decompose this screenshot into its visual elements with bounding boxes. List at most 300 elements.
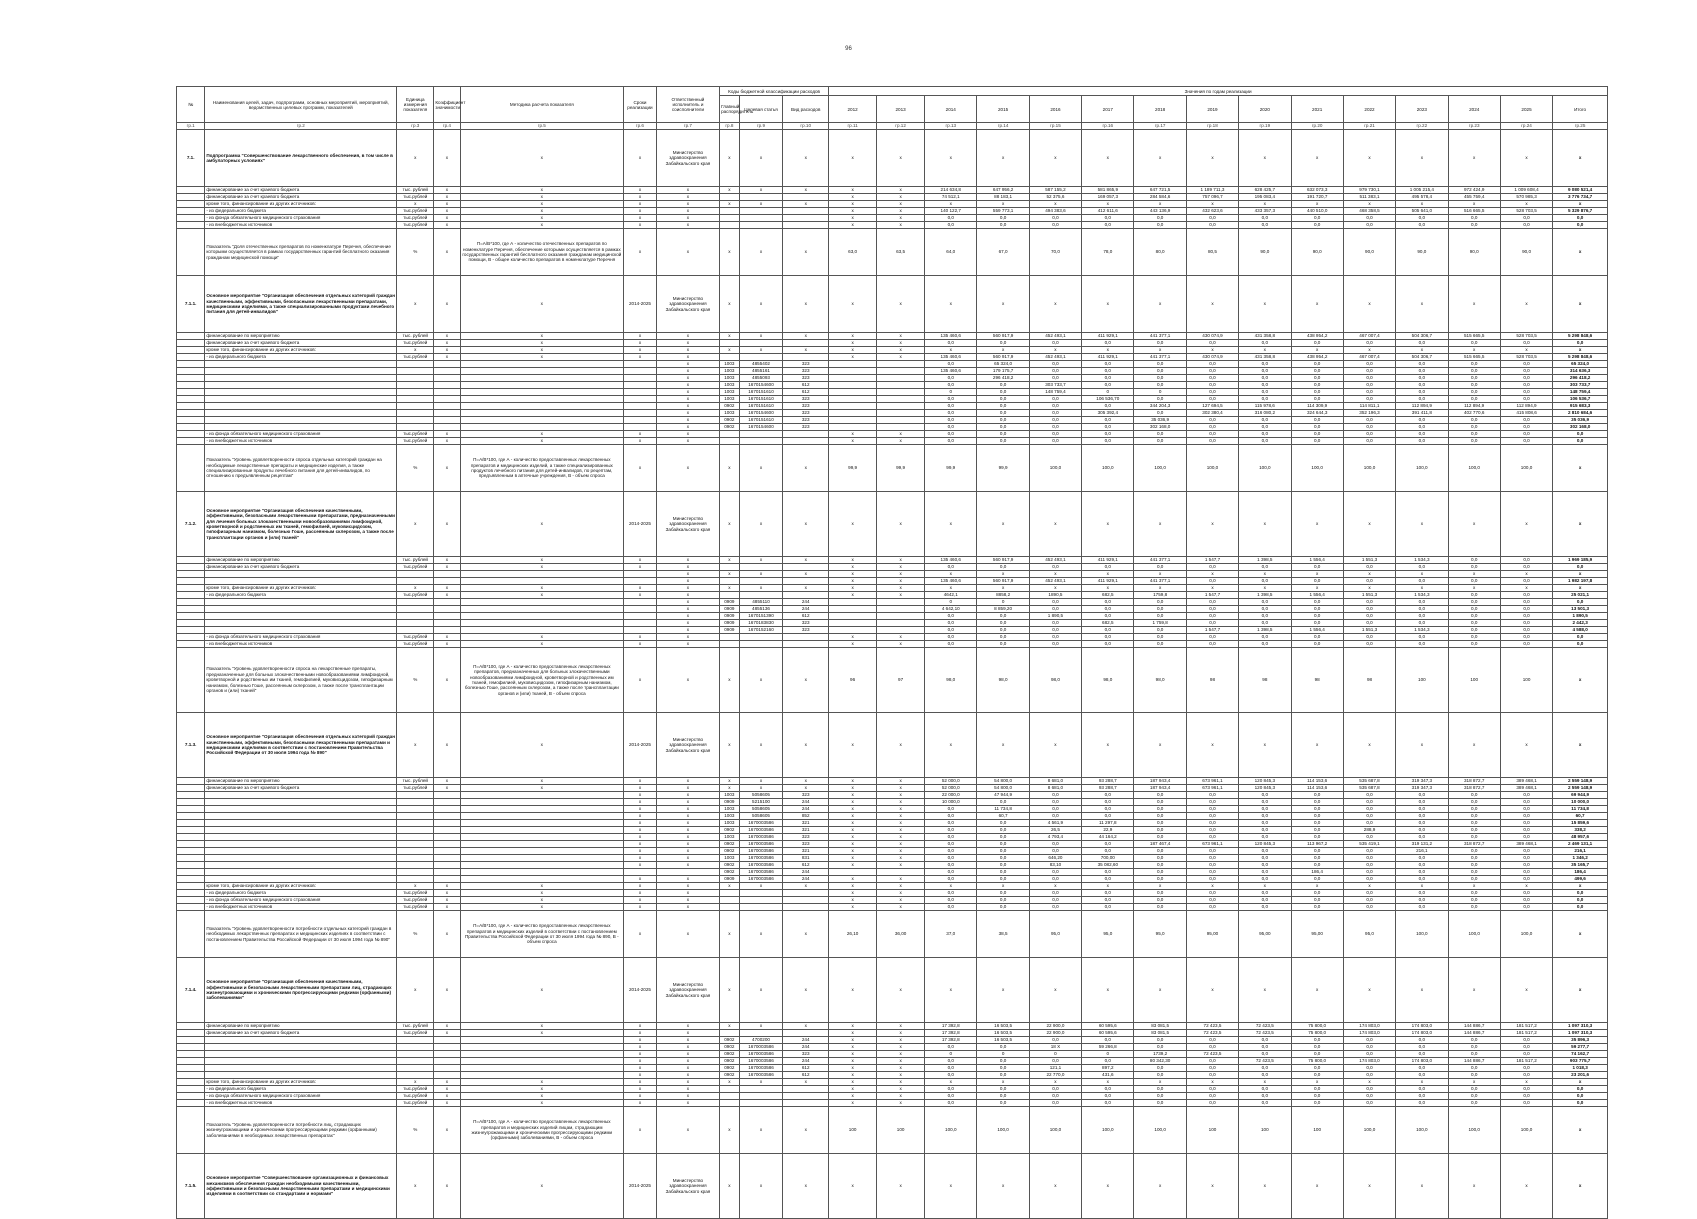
- row-number: [177, 792, 205, 799]
- row-year-value: 0,0: [925, 1058, 977, 1065]
- row-year-value: 581 865,9: [1082, 187, 1134, 194]
- row-year-value: 0,0: [977, 340, 1029, 347]
- row-year-value: x: [1500, 883, 1552, 890]
- row-year-value: 0,0: [1396, 620, 1448, 627]
- row-year-value: 0,0: [1448, 557, 1500, 564]
- table-row: [177, 276, 1608, 333]
- row-year-value: 100: [1186, 1107, 1238, 1154]
- row-year-value: 114 811,1: [1343, 403, 1395, 410]
- row-code-csr: 1670183830: [739, 620, 783, 627]
- row-method: П=А/В*100, где А - количество предоставленных лекарственных препаратов и медицинских изделий, а также специализированных продуктов лечебного питания для детей-инвалидов, по рецептам, предъявленным в аптечные учреждения, В - объем спроса: [460, 445, 624, 492]
- row-name: [205, 375, 397, 382]
- row-year-value: 0,0: [1448, 799, 1500, 806]
- row-year-value: 0,0: [1448, 904, 1500, 911]
- row-year-value: 1 551,3: [1343, 557, 1395, 564]
- row-year-value: x: [1291, 492, 1343, 557]
- row-year-value: 0,0: [1186, 897, 1238, 904]
- row-year-value: x: [1029, 130, 1081, 187]
- row-year-value: x: [925, 130, 977, 187]
- row-year-value: 0,0: [1082, 382, 1134, 389]
- row-year-value: 93 288,7: [1082, 785, 1134, 792]
- row-year-value: 0,0: [1134, 410, 1186, 417]
- row-term: 2014-2025: [624, 492, 657, 557]
- row-year-value: x: [877, 347, 925, 354]
- row-year-value: x: [877, 876, 925, 883]
- row-year-value: 0,0: [1134, 627, 1186, 634]
- row-term: x: [624, 778, 657, 785]
- row-responsible: x: [656, 862, 719, 869]
- row-code-vr: 323: [783, 792, 829, 799]
- row-year-value: 0,0: [1029, 1100, 1081, 1107]
- row-term: x: [624, 890, 657, 897]
- row-responsible: x: [656, 785, 719, 792]
- row-year-value: 100,0: [1029, 445, 1081, 492]
- row-year-value: x: [1239, 1079, 1291, 1086]
- row-code-csr: x: [739, 571, 783, 578]
- row-total: 2 810 684,6: [1553, 410, 1608, 417]
- row-year-value: 0,0: [1396, 564, 1448, 571]
- table-row: [177, 375, 1608, 382]
- row-year-value: 0,0: [1448, 606, 1500, 613]
- row-term: x: [624, 813, 657, 820]
- row-year-value: 0,0: [1186, 904, 1238, 911]
- row-year-value: 98,0: [1029, 648, 1081, 713]
- row-year-value: x: [1239, 347, 1291, 354]
- row-coef: x: [434, 958, 460, 1023]
- row-year-value: 115 978,6: [1239, 403, 1291, 410]
- row-year-value: 0,0: [1029, 1037, 1081, 1044]
- row-year-value: 1 551,3: [1343, 592, 1395, 599]
- row-total: 5 298 848,6: [1553, 333, 1608, 340]
- row-year-value: [829, 410, 877, 417]
- row-year-value: 174 803,0: [1396, 1030, 1448, 1037]
- row-year-value: 112 894,9: [1500, 403, 1552, 410]
- row-year-value: x: [877, 1037, 925, 1044]
- row-responsible: x: [656, 564, 719, 571]
- row-year-value: 100,0: [1500, 911, 1552, 958]
- row-number: [177, 1093, 205, 1100]
- row-year-value: 0,0: [925, 876, 977, 883]
- row-name: [205, 613, 397, 620]
- row-method: x: [460, 340, 624, 347]
- row-number: [177, 417, 205, 424]
- row-year-value: 135 460,6: [925, 368, 977, 375]
- row-number: [177, 578, 205, 585]
- row-year-value: 169 057,3: [1082, 194, 1134, 201]
- row-year-value: 0,0: [1239, 869, 1291, 876]
- row-year-value: 296 418,2: [977, 375, 1029, 382]
- row-total: x: [1553, 585, 1608, 592]
- row-year-value: 0,0: [1291, 215, 1343, 222]
- row-year-value: 0,0: [1500, 1100, 1552, 1107]
- row-year-value: 0,0: [1029, 417, 1081, 424]
- row-year-value: x: [877, 557, 925, 564]
- row-code-csr: [739, 634, 783, 641]
- row-year-value: 515 665,5: [1448, 354, 1500, 361]
- row-coef: [434, 627, 460, 634]
- row-year-value: 4 561,9: [1029, 820, 1081, 827]
- row-year-value: 535 419,1: [1343, 841, 1395, 848]
- row-year-value: 0,0: [1029, 599, 1081, 606]
- row-year-value: 0,0: [1396, 1044, 1448, 1051]
- row-year-value: x: [977, 130, 1029, 187]
- table-row: [177, 820, 1608, 827]
- row-method: x: [460, 194, 624, 201]
- row-code-grbs: 1003: [720, 382, 740, 389]
- row-number: [177, 641, 205, 648]
- row-year-value: 0,0: [1186, 620, 1238, 627]
- row-coef: x: [434, 648, 460, 713]
- table-row: [177, 445, 1608, 492]
- row-year-value: 0,0: [1186, 799, 1238, 806]
- row-year-value: x: [829, 806, 877, 813]
- row-code-vr: 323: [783, 627, 829, 634]
- row-code-grbs: 0909: [720, 599, 740, 606]
- row-year-value: 504 306,7: [1396, 333, 1448, 340]
- row-code-grbs: 1003: [720, 389, 740, 396]
- row-year-value: 17 392,8: [925, 1037, 977, 1044]
- row-unit: x: [397, 130, 434, 187]
- row-year-value: 1 009 608,4: [1500, 187, 1552, 194]
- row-coef: [434, 1051, 460, 1058]
- row-code-vr: [783, 592, 829, 599]
- row-code-csr: [739, 890, 783, 897]
- row-name: [205, 876, 397, 883]
- row-code-vr: 831: [783, 855, 829, 862]
- row-year-value: 121,1: [1029, 1065, 1081, 1072]
- row-year-value: 0,0: [1396, 424, 1448, 431]
- row-year-value: 560 917,9: [977, 354, 1029, 361]
- row-number: [177, 1058, 205, 1065]
- table-row: [177, 785, 1608, 792]
- row-total: 9 080 521,4: [1553, 187, 1608, 194]
- row-code-vr: x: [783, 492, 829, 557]
- row-year-value: 511 383,1: [1343, 194, 1395, 201]
- row-year-value: x: [877, 1030, 925, 1037]
- row-term: [624, 403, 657, 410]
- row-name: Показатель "Уровень удовлетворенности спроса на лекарственные препараты, предназначенные для больных злокачественными новообразованиями лимфоидной, кроветворной и родственных им тканей, гемофилией, муковисцидозом, гипофизарным нанизмом, болезнью Гоше, рассеянным склерозом, а также после трансплантации органов и (или) тканей": [205, 648, 397, 713]
- row-year-value: x: [1239, 958, 1291, 1023]
- row-name: кроме того, финансирование из других источников:: [205, 883, 397, 890]
- row-year-value: 38,5: [977, 911, 1029, 958]
- row-year-value: 100,0: [1343, 1107, 1395, 1154]
- row-year-value: 95,0: [1343, 911, 1395, 958]
- row-year-value: 0,0: [1396, 890, 1448, 897]
- row-coef: x: [434, 431, 460, 438]
- row-year-value: 0,0: [1082, 215, 1134, 222]
- row-year-value: 22 900,0: [1029, 1023, 1081, 1030]
- row-year-value: 98: [1343, 648, 1395, 713]
- row-year-value: 0,0: [1186, 431, 1238, 438]
- row-responsible: x: [656, 778, 719, 785]
- row-year-value: 0,0: [1134, 806, 1186, 813]
- row-year-value: 0,0: [1291, 1093, 1343, 1100]
- row-code-csr: 4855093: [739, 375, 783, 382]
- row-term: [624, 606, 657, 613]
- row-year-value: 0,0: [1343, 361, 1395, 368]
- row-term: x: [624, 904, 657, 911]
- row-method: x: [460, 1030, 624, 1037]
- row-name: [205, 1058, 397, 1065]
- row-unit: тыс.рублей: [397, 1086, 434, 1093]
- row-name: - из внебюджетных источников: [205, 904, 397, 911]
- row-year-value: 0,0: [1500, 620, 1552, 627]
- row-coef: x: [434, 347, 460, 354]
- row-year-value: x: [1500, 1079, 1552, 1086]
- row-code-csr: 1670003586: [739, 862, 783, 869]
- row-year-value: 0,0: [1029, 424, 1081, 431]
- row-name: - из фонда обязательного медицинского страхования: [205, 1093, 397, 1100]
- row-responsible: x: [656, 897, 719, 904]
- row-code-grbs: 1003: [720, 855, 740, 862]
- row-responsible: x: [656, 201, 719, 208]
- row-code-csr: x: [739, 229, 783, 276]
- row-unit: тыс. рублей: [397, 557, 434, 564]
- row-term: x: [624, 820, 657, 827]
- row-responsible: x: [656, 792, 719, 799]
- row-year-value: x: [1186, 958, 1238, 1023]
- row-year-value: 0,0: [1239, 1051, 1291, 1058]
- row-year-value: 441 377,1: [1134, 333, 1186, 340]
- row-code-vr: [783, 564, 829, 571]
- row-year-value: x: [1343, 201, 1395, 208]
- row-responsible: x: [656, 557, 719, 564]
- row-year-value: 0,0: [1448, 876, 1500, 883]
- row-year-value: 83 081,5: [1134, 1030, 1186, 1037]
- row-total: x: [1553, 648, 1608, 713]
- row-term: x: [624, 648, 657, 713]
- row-year-value: 0,0: [1343, 1065, 1395, 1072]
- row-year-value: [829, 361, 877, 368]
- row-number: [177, 431, 205, 438]
- row-number: [177, 890, 205, 897]
- row-year-value: 0,0: [977, 410, 1029, 417]
- row-year-value: 0,0: [1448, 1093, 1500, 1100]
- row-code-vr: 321: [783, 848, 829, 855]
- row-unit: тыс.рублей: [397, 592, 434, 599]
- row-year-value: 0,0: [925, 890, 977, 897]
- row-year-value: x: [1500, 713, 1552, 778]
- row-year-value: 0,0: [1134, 876, 1186, 883]
- row-coef: [434, 403, 460, 410]
- row-coef: [434, 424, 460, 431]
- row-year-value: [877, 417, 925, 424]
- row-year-value: 411 929,1: [1082, 333, 1134, 340]
- row-year-value: 0,0: [1500, 627, 1552, 634]
- row-total: x: [1553, 130, 1608, 187]
- row-method: [460, 1072, 624, 1079]
- row-year-value: 0,0: [1134, 1086, 1186, 1093]
- row-year-value: 0,0: [1500, 1065, 1552, 1072]
- row-year-value: x: [1396, 713, 1448, 778]
- row-year-value: 0,0: [1082, 869, 1134, 876]
- row-year-value: x: [829, 1030, 877, 1037]
- row-unit: [397, 820, 434, 827]
- row-code-csr: x: [739, 187, 783, 194]
- table-row: [177, 1107, 1608, 1154]
- row-total: 148 759,4: [1553, 389, 1608, 396]
- row-year-value: x: [1396, 958, 1448, 1023]
- row-code-grbs: [720, 1030, 740, 1037]
- row-coef: [434, 410, 460, 417]
- row-year-value: 0,0: [1343, 848, 1395, 855]
- row-year-value: x: [1029, 571, 1081, 578]
- row-code-grbs: [720, 1086, 740, 1093]
- row-year-value: 0,0: [1500, 424, 1552, 431]
- row-unit: [397, 834, 434, 841]
- row-year-value: 0,0: [925, 841, 977, 848]
- row-total: 0,0: [1553, 890, 1608, 897]
- table-row: [177, 1058, 1608, 1065]
- row-code-vr: 612: [783, 1065, 829, 1072]
- row-code-csr: [739, 194, 783, 201]
- row-year-value: 0,0: [977, 641, 1029, 648]
- row-code-vr: 244: [783, 876, 829, 883]
- row-year-value: 0,0: [1186, 813, 1238, 820]
- row-year-value: 0,0: [925, 813, 977, 820]
- row-year-value: 432 623,6: [1186, 208, 1238, 215]
- table-row: [177, 627, 1608, 634]
- row-year-value: [829, 599, 877, 606]
- row-year-value: 303 733,7: [1029, 382, 1081, 389]
- column-index: гр.13: [925, 123, 977, 130]
- row-name: Основное мероприятие "Организация обеспечения качественными, эффективными и безопасными лекарственными препаратами лиц, страдающих жизнеугрожающими и хроническими прогрессирующими редкими (орфанными) заболеваниями": [205, 958, 397, 1023]
- row-year-value: 1 398,5: [1239, 627, 1291, 634]
- row-year-value: 0,0: [1082, 806, 1134, 813]
- row-year-value: x: [1082, 201, 1134, 208]
- row-total: 0,0: [1553, 564, 1608, 571]
- row-year-value: 0,0: [1448, 827, 1500, 834]
- row-year-value: 0,0: [1291, 417, 1343, 424]
- row-year-value: 174 803,0: [1343, 1023, 1395, 1030]
- row-method: [460, 627, 624, 634]
- row-year-value: x: [1186, 201, 1238, 208]
- row-year-value: 0,0: [1500, 799, 1552, 806]
- row-method: [460, 571, 624, 578]
- row-year-value: 0,0: [977, 417, 1029, 424]
- row-year-value: 90,0: [1396, 229, 1448, 276]
- row-code-csr: x: [739, 1023, 783, 1030]
- row-year-value: 0,0: [1500, 606, 1552, 613]
- row-year-value: 0,0: [1343, 897, 1395, 904]
- row-code-grbs: x: [720, 713, 740, 778]
- row-year-value: 0,0: [1500, 1072, 1552, 1079]
- row-year-value: x: [1396, 130, 1448, 187]
- row-year-value: 0,0: [1134, 1093, 1186, 1100]
- row-code-csr: x: [739, 911, 783, 958]
- row-year-value: 0,0: [1500, 904, 1552, 911]
- row-year-value: 0,0: [1343, 424, 1395, 431]
- row-year-value: 0,0: [1343, 599, 1395, 606]
- row-year-value: x: [1186, 130, 1238, 187]
- row-year-value: 35 082,60: [1082, 862, 1134, 869]
- row-year-value: 0,0: [1239, 1100, 1291, 1107]
- row-year-value: 95,0: [1029, 911, 1081, 958]
- row-total: 5 298 848,6: [1553, 354, 1608, 361]
- header-name: Наименования целей, задач, подпрограмм, основных мероприятий, мероприятий, ведомственных целевых программ, показателей: [205, 87, 397, 123]
- row-year-value: 63,5: [877, 229, 925, 276]
- row-name: [205, 1072, 397, 1079]
- row-method: x: [460, 713, 624, 778]
- row-number: [177, 347, 205, 354]
- row-name: Основное мероприятие "Организация обеспечения отдельных категорий граждан качественными, эффективными, безопасными лекарственными препаратами и медицинскими изделиями в соответствии с постановлением Правительства Российской Федерации от 30 июля 1994 года № 890": [205, 713, 397, 778]
- row-method: x: [460, 1093, 624, 1100]
- row-year-value: x: [1134, 958, 1186, 1023]
- row-year-value: 0,0: [1343, 1093, 1395, 1100]
- row-year-value: x: [1500, 130, 1552, 187]
- row-year-value: 0,0: [1029, 361, 1081, 368]
- row-year-value: 0,0: [1082, 424, 1134, 431]
- row-total: 60,7: [1553, 813, 1608, 820]
- row-year-value: 0,0: [1239, 438, 1291, 445]
- row-year-value: x: [877, 194, 925, 201]
- row-responsible: Министерство здравоохранения Забайкальского края: [656, 958, 719, 1023]
- row-year-value: 0,0: [1029, 368, 1081, 375]
- row-year-value: 0,0: [977, 855, 1029, 862]
- row-year-value: x: [829, 1058, 877, 1065]
- row-unit: тыс.рублей: [397, 564, 434, 571]
- row-coef: [434, 578, 460, 585]
- table-row: [177, 648, 1608, 713]
- row-responsible: x: [656, 613, 719, 620]
- row-code-csr: x: [739, 713, 783, 778]
- row-code-csr: [739, 431, 783, 438]
- row-year-value: 0,0: [1396, 389, 1448, 396]
- row-year-value: x: [925, 713, 977, 778]
- row-year-value: 0,0: [1448, 431, 1500, 438]
- row-year-value: 0,0: [1448, 599, 1500, 606]
- row-year-value: x: [829, 1023, 877, 1030]
- row-year-value: 0,0: [1448, 813, 1500, 820]
- row-year-value: x: [1396, 883, 1448, 890]
- row-year-value: 0,0: [925, 361, 977, 368]
- row-year-value: 0,0: [1343, 806, 1395, 813]
- row-responsible: x: [656, 848, 719, 855]
- row-year-value: 0,0: [977, 848, 1029, 855]
- row-year-value: 0,0: [1500, 222, 1552, 229]
- row-coef: x: [434, 229, 460, 276]
- table-row: [177, 222, 1608, 229]
- table-row: [177, 813, 1608, 820]
- row-code-vr: x: [783, 445, 829, 492]
- row-coef: x: [434, 1030, 460, 1037]
- row-year-value: 72 423,5: [1239, 1030, 1291, 1037]
- row-unit: [397, 827, 434, 834]
- row-unit: [397, 799, 434, 806]
- row-unit: [397, 855, 434, 862]
- row-code-grbs: [720, 194, 740, 201]
- row-year-value: 318 872,7: [1448, 841, 1500, 848]
- row-year-value: 0,0: [1396, 904, 1448, 911]
- row-coef: x: [434, 592, 460, 599]
- row-method: x: [460, 1154, 624, 1219]
- row-year-value: 0,0: [1291, 361, 1343, 368]
- row-year-value: [877, 410, 925, 417]
- row-year-value: 0,0: [1186, 641, 1238, 648]
- row-year-value: 0,0: [1291, 862, 1343, 869]
- row-unit: [397, 396, 434, 403]
- row-code-grbs: x: [720, 201, 740, 208]
- row-year-value: x: [829, 862, 877, 869]
- row-year-value: 0,0: [1396, 897, 1448, 904]
- row-year-value: x: [877, 890, 925, 897]
- row-code-csr: 5058605: [739, 806, 783, 813]
- row-code-csr: x: [739, 785, 783, 792]
- row-year-value: 0,0: [1343, 417, 1395, 424]
- row-year-value: x: [1239, 276, 1291, 333]
- row-year-value: 0,0: [1134, 1037, 1186, 1044]
- row-year-value: 0,0: [977, 820, 1029, 827]
